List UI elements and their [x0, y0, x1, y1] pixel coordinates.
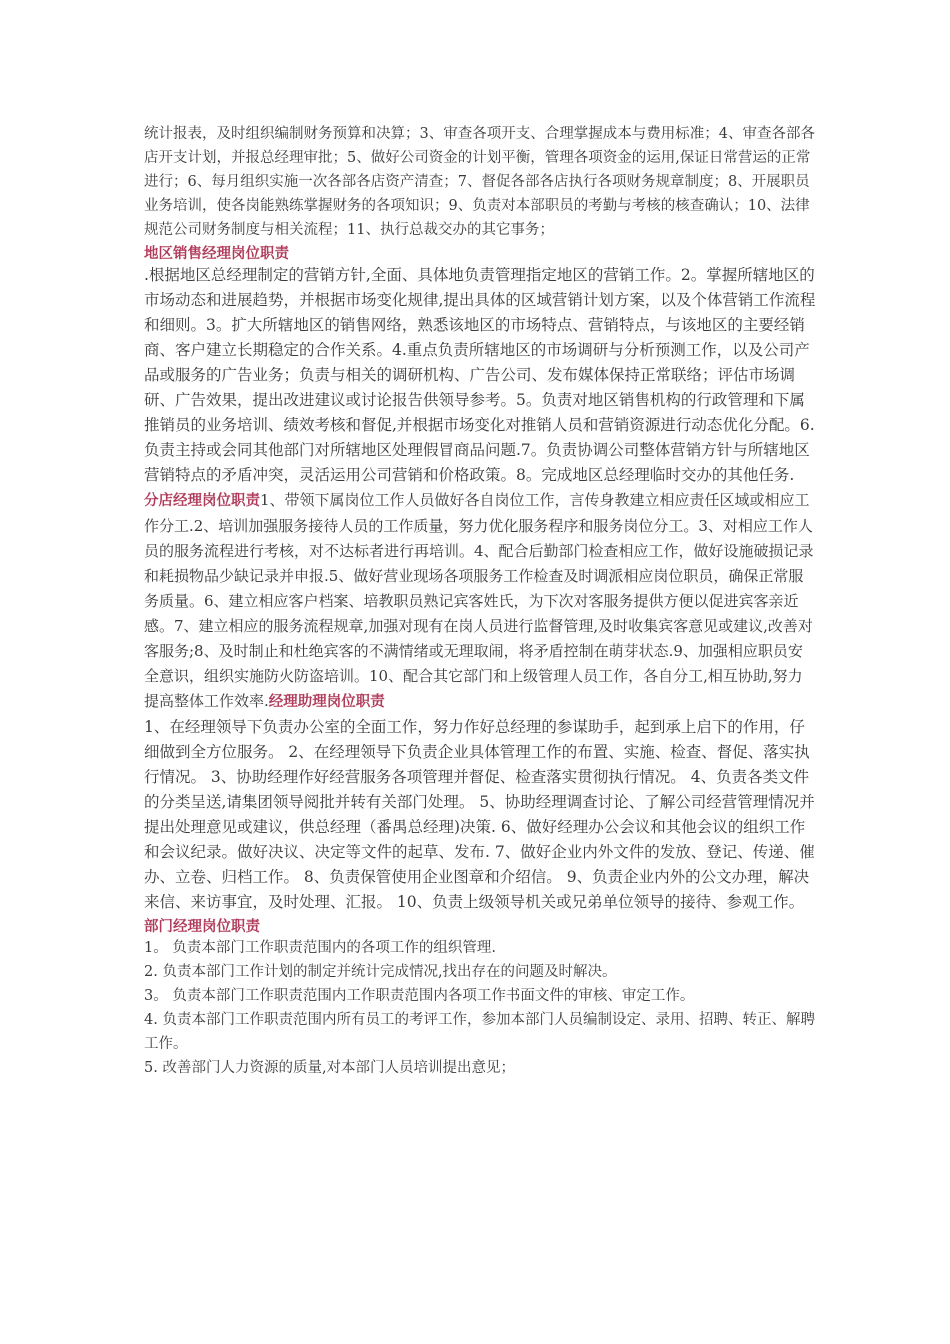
list-item: 5. 改善部门人力资源的质量,对本部门人员培训提出意见；	[144, 1060, 516, 1076]
list-item: 2. 负责本部门工作计划的制定并统计完成情况,找出存在的问题及时解决。	[144, 964, 617, 980]
regional-sales-paragraph: .根据地区总经理制定的营销方针,全面、具体地负责管理指定地区的营销工作。2。掌握所辖地区的市场动态和进展趋势，并根据市场变化规律,提出具体的区域营销计划方案，以及个体营销工作流程和细则。3。扩大所辖地区的销售网络，熟悉该地区的市场特点、营销特点，与该地区的主要经销商、客户建立长期稳定的合作关系。4.重点负责所辖地区的市场调研与分析预测工作，以及公司产品或服务的广告业务；负责与相关的调研机构、广告公司、发布媒体保持正常联络；评估市场调研、广告效果，提出改进建议或讨论报告供领导参考。5。负责对地区销售机构的行政管理和下属推销员的业务培训、绩效考核和督促,并根据市场变化对推销人员和营销资源进行动态优化分配。6.负责主持或会同其他部门对所辖地区处理假冒商品问题.7。负责协调公司整体营销方针与所辖地区营销特点的矛盾冲突，灵活运用公司营销和价格政策。8。完成地区总经理临时交办的其他任务.	[144, 266, 816, 484]
heading-assistant-manager: 经理助理岗位职责	[268, 694, 385, 710]
heading-regional-sales-manager: 地区销售经理岗位职责	[144, 246, 289, 262]
assistant-manager-paragraph: 1、在经理领导下负责办公室的全面工作，努力作好总经理的参谋助手，起到承上启下的作用，仔细做到全方位服务。 2、在经理领导下负责企业具体管理工作的布置、实施、检查、督促、落实执行情况。 3、协助经理作好经营服务各项管理并督促、检查落实贯彻执行情况。 4、负责各类文件的分类呈送,请集团领导阅批并转有关部门处理。 5、协助经理调查讨论、了解公司经营管理情况并提出处理意见或建议，供总经理（番禺总经理)决策. 6、做好经理办公会议和其他会议的组织工作和会议纪录。做好决议、决定等文件的起草、发布. 7、做好企业内外文件的发放、登记、传递、催办、立卷、归档工作。 8、负责保管使用企业图章和介绍信。 9、负责企业内外的公文办理，解决来信、来访事宜，及时处理、汇报。 10、负责上级领导机关或兄弟单位领导的接待、参观工作。	[144, 718, 815, 911]
branch-manager-body: 1、带领下属岗位工作人员做好各自岗位工作，言传身教建立相应责任区域或相应工作分工.2、培训加强服务接待人员的工作质量，努力优化服务程序和服务岗位分工。3、对相应工作人员的服务流程进行考核，对不达标者进行再培训。4、配合后勤部门检查相应工作，做好设施破损记录和耗损物品少缺记录并申报.5、做好营业现场各项服务工作检查及时调派相应岗位职员，确保正常服务质量。6、建立相应客户档案、培教职员熟记宾客姓氏，为下次对客服务提供方便以促进宾客亲近感。7、建立相应的服务流程规章,加强对现有在岗人员进行监督管理,及时收集宾客意见或建议,改善对客服务;8、及时制止和杜绝宾客的不满情绪或无理取闹，将矛盾控制在萌芽状态.9、加强相应职员安全意识，组织实施防火防盗培训。10、配合其它部门和上级管理人员工作，各自分工,相互协助,努力提高整体工作效率.	[144, 491, 814, 710]
heading-department-manager: 部门经理岗位职责	[144, 919, 260, 935]
heading-branch-manager: 分店经理岗位职责	[144, 493, 260, 509]
branch-manager-section	[144, 488, 817, 715]
list-item: 3。 负责本部门工作职责范围内工作职责范围内各项工作书面文件的审核、审定工作。	[144, 988, 695, 1004]
list-item: 1。 负责本部门工作职责范围内的各项工作的组织管理.	[144, 940, 496, 956]
list-item: 4. 负责本部门工作职责范围内所有员工的考评工作，参加本部门人员编制设定、录用、招聘、转正、解聘工作。	[144, 1012, 815, 1052]
department-manager-list	[144, 936, 817, 1080]
intro-paragraph: 统计报表，及时组织编制财务预算和决算；3、审查各项开支、合理掌握成本与费用标准；4、审查各部各店开支计划，并报总经理审批；5、做好公司资金的计划平衡，管理各项资金的运用,保证日常营运的正常进行；6、每月组织实施一次各部各店资产清查；7、督促各部各店执行各项财务规章制度；8、开展职员业务培训，使各岗能熟练掌握财务的各项知识；9、负责对本部职员的考勤与考核的核查确认；10、法律规范公司财务制度与相关流程；11、执行总裁交办的其它事务；	[144, 126, 815, 238]
